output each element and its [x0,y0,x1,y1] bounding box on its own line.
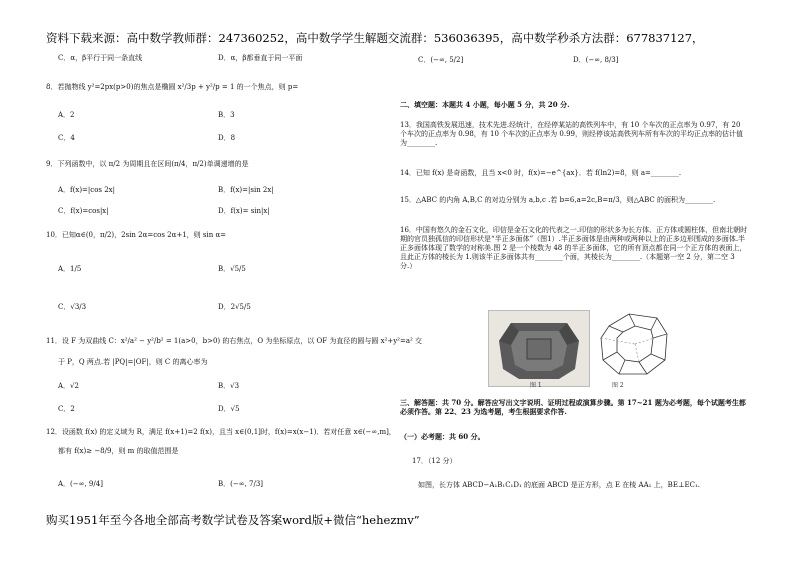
q7-option-d: D．α，β都垂直于同一平面 [218,54,303,62]
figure-2-caption: 图 2 [612,382,624,389]
figure-1-caption: 图 1 [530,382,542,389]
page-footer: 购买1951年至今各地全部高考数学试卷及答案word版+微信“hehezmv” [46,513,420,527]
question-16: 16．中国有悠久的金石文化，印信是金石文化的代表之一.印信的形状多为长方体、正方体或圆柱体，但南北朝时期的官员独孤信的印信形状是“半正多面体”（图1）.半正多面体是由两种或两种以上的正多边形围成的多面体.半正多面体体现了数学的对称美.图 2 是一个棱数为 48 的半正多面体，它的所有顶点都在同一个正方体的表面上，且此正方体的棱长为 1.则该半正多面体共有________个面，其棱长为________.（本题第一空 2 分，第二空 3 分.） [400,226,748,270]
question-8: 8．若抛物线 y²=2px(p>0)的焦点是椭圆 x²/3p + y²/p = 1 的一个焦点，则 p= [46,83,299,91]
q9-option-b: B．f(x)=|sin 2x| [218,186,274,194]
question-17-heading: 17．（12 分） [412,457,457,465]
q7-option-c: C．α，β平行于同一条直线 [58,54,143,62]
q10-option-d: D．2√5/5 [218,303,251,311]
question-17-body: 如图，长方体 ABCD−A₁B₁C₁D₁ 的底面 ABCD 是正方形，点 E 在棱 AA₁ 上，BE⊥EC₁. [418,481,701,489]
question-14: 14．已知 f(x) 是奇函数，且当 x<0 时，f(x)=−e^{ax}．若 f(ln2)=8，则 a=________. [400,169,682,177]
section-2-heading: 二、填空题：本题共 4 小题，每小题 5 分，共 20 分. [400,100,570,109]
q10-option-a: A．1/5 [58,265,82,273]
page-header: 资料下载来源：高中数学教师群：247360252，高中数学学生解题交流群：536036395，高中数学秒杀方法群：677837127， [46,31,704,45]
question-13: 13．我国高铁发展迅速，技术先进.经统计，在经停某站的高铁列车中，有 10 个车次的正点率为 0.97，有 20 个车次的正点率为 0.98，有 10 个车次的正点率为 0.99，则经停该站高铁列车所有车次的平均正点率的估计值为________. [400,121,743,147]
question-15: 15．△ABC 的内角 A,B,C 的对边分别为 a,b,c .若 b=6,a=2c,B=π/3，则△ABC 的面积为________. [400,196,716,204]
q11-option-b: B．√3 [218,382,240,390]
figure-2-polyhedron [595,308,675,380]
q9-option-d: D．f(x)= sin|x| [218,207,270,215]
section-3-heading: 三、解答题：共 70 分。解答应写出文字说明、证明过程或演算步骤。第 17~21 题为必考题，每个试题考生都必须作答。第 22、23 为选考题，考生根据要求作答. [400,398,746,416]
q8-option-c: C．4 [58,134,75,142]
q12-option-a: A．(−∞, 9/4] [58,480,103,488]
question-11-line2: 于 P，Q 两点.若 |PQ|=|OF|，则 C 的离心率为 [58,358,208,366]
seal-image [489,311,589,386]
q12-option-c: C．(−∞, 5/2] [418,56,464,64]
question-9: 9．下列函数中，以 π/2 为周期且在区间(π/4，π/2)单调递增的是 [46,160,249,168]
q9-option-a: A．f(x)=|cos 2x| [58,186,115,194]
q8-option-a: A．2 [58,111,75,119]
q12-option-b: B．(−∞, 7/3] [218,480,264,488]
q11-option-d: D．√5 [218,405,240,413]
q8-option-b: B．3 [218,111,235,119]
q11-option-a: A．√2 [58,382,79,390]
question-12-line1: 12．设函数 f(x) 的定义域为 R，满足 f(x+1)=2 f(x)，且当 x∈(0,1]时，f(x)=x(x−1)．若对任意 x∈(−∞,m]， [46,428,396,436]
subsection-required: （一）必考题：共 60 分。 [400,432,485,441]
q8-option-d: D．8 [218,134,236,142]
q12-option-d: D．(−∞, 8/3] [573,56,619,64]
question-10: 10．已知α∈(0，π/2)，2sin 2α=cos 2α+1，则 sin α= [46,231,227,239]
q9-option-c: C．f(x)=cos|x| [58,207,109,215]
q10-option-b: B．√5/5 [218,265,246,273]
figure-1-seal-photo [488,310,590,387]
q11-option-c: C．2 [58,405,75,413]
question-11-line1: 11．设 F 为双曲线 C：x²/a² − y²/b² = 1(a>0，b>0) 的右焦点，O 为坐标原点，以 OF 为直径的圆与圆 x²+y²=a² 交 [46,337,423,345]
q10-option-c: C．√3/3 [58,303,87,311]
question-12-line2: 都有 f(x)≥ −8/9，则 m 的取值范围是 [58,447,179,455]
polyhedron-diagram [595,308,675,380]
